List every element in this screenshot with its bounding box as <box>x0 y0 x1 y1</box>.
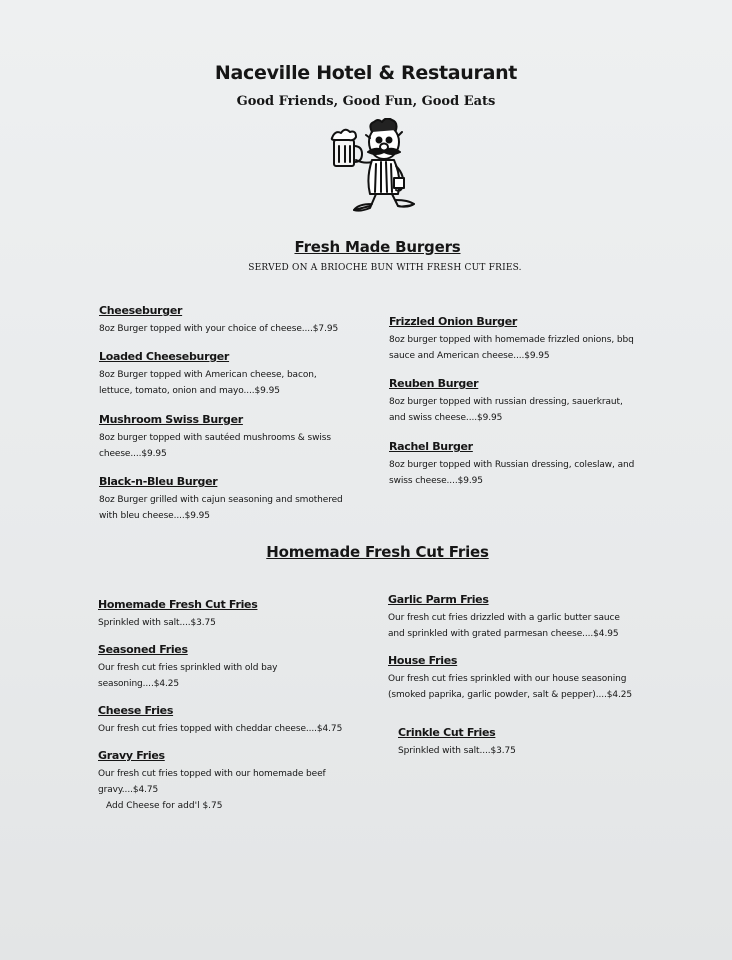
item-addon-note: Add Cheese for add'l $.75 <box>106 801 223 811</box>
item-description: Our fresh cut fries topped with our homemade beef gravy....$4.75 <box>98 769 326 795</box>
menu-item-reuben-burger <box>389 377 639 426</box>
item-description: Our fresh cut fries sprinkled with our house seasoning (smoked paprika, garlic powder, salt & pepper)....$4.25 <box>388 674 633 700</box>
item-name: Reuben Burger <box>389 377 479 390</box>
menu-item-black-n-bleu-burger <box>99 475 357 524</box>
burgers-section-title: Fresh Made Burgers <box>294 238 461 256</box>
item-name: Crinkle Cut Fries <box>398 726 496 739</box>
item-description: 8oz Burger grilled with cajun seasoning and smothered with bleu cheese....$9.95 <box>99 495 343 521</box>
mascot-beer-man-icon <box>326 118 418 218</box>
menu-item-frizzled-onion-burger <box>389 315 639 364</box>
item-description: Sprinkled with salt....$3.75 <box>398 746 516 756</box>
item-description: 8oz Burger topped with American cheese, bacon, lettuce, tomato, onion and mayo....$9.95 <box>99 370 317 396</box>
item-name: Cheeseburger <box>99 304 183 317</box>
item-description: Our fresh cut fries drizzled with a garlic butter sauce and sprinkled with grated parmesan cheese....$4.95 <box>388 613 620 639</box>
menu-item-house-fries <box>388 654 648 703</box>
item-name: Loaded Cheeseburger <box>99 350 230 363</box>
item-name: Homemade Fresh Cut Fries <box>98 598 258 611</box>
menu-item-seasoned-fries <box>98 643 308 692</box>
menu-item-crinkle-cut-fries <box>398 726 598 759</box>
item-name: Rachel Burger <box>389 440 473 453</box>
item-description: Our fresh cut fries sprinkled with old bay seasoning....$4.25 <box>98 663 278 689</box>
menu-item-rachel-burger <box>389 440 639 489</box>
item-name: House Fries <box>388 654 458 667</box>
menu-item-cheeseburger <box>99 304 359 337</box>
item-description: 8oz burger topped with Russian dressing, coleslaw, and swiss cheese....$9.95 <box>389 460 635 486</box>
item-description: Our fresh cut fries topped with cheddar cheese....$4.75 <box>98 724 343 734</box>
menu-item-garlic-parm-fries <box>388 593 638 642</box>
burgers-section-subtitle: SERVED ON A BRIOCHE BUN WITH FRESH CUT FRIES. <box>248 263 522 273</box>
item-name: Seasoned Fries <box>98 643 188 656</box>
menu-item-mushroom-swiss-burger <box>99 413 339 462</box>
item-description: 8oz Burger topped with your choice of cheese....$7.95 <box>99 324 339 334</box>
menu-item-cheese-fries <box>98 704 358 737</box>
item-name: Mushroom Swiss Burger <box>99 413 243 426</box>
item-description: 8oz burger topped with russian dressing, sauerkraut, and swiss cheese....$9.95 <box>389 397 623 423</box>
fries-section-title: Homemade Fresh Cut Fries <box>266 543 489 561</box>
menu-item-loaded-cheeseburger <box>99 350 339 399</box>
restaurant-title: Naceville Hotel & Restaurant <box>214 62 518 84</box>
menu-item-gravy-fries <box>98 749 338 814</box>
item-name: Frizzled Onion Burger <box>389 315 518 328</box>
item-description: 8oz burger topped with homemade frizzled onions, bbq sauce and American cheese....$9.95 <box>389 335 634 361</box>
item-name: Black-n-Bleu Burger <box>99 475 218 488</box>
item-name: Garlic Parm Fries <box>388 593 489 606</box>
tagline: Good Friends, Good Fun, Good Eats <box>236 94 496 109</box>
item-name: Cheese Fries <box>98 704 174 717</box>
menu-item-homemade-fresh-cut-fries <box>98 598 358 631</box>
item-description: 8oz burger topped with sautéed mushrooms & swiss cheese....$9.95 <box>99 433 331 459</box>
item-name: Gravy Fries <box>98 749 165 762</box>
item-description: Sprinkled with salt....$3.75 <box>98 618 216 628</box>
